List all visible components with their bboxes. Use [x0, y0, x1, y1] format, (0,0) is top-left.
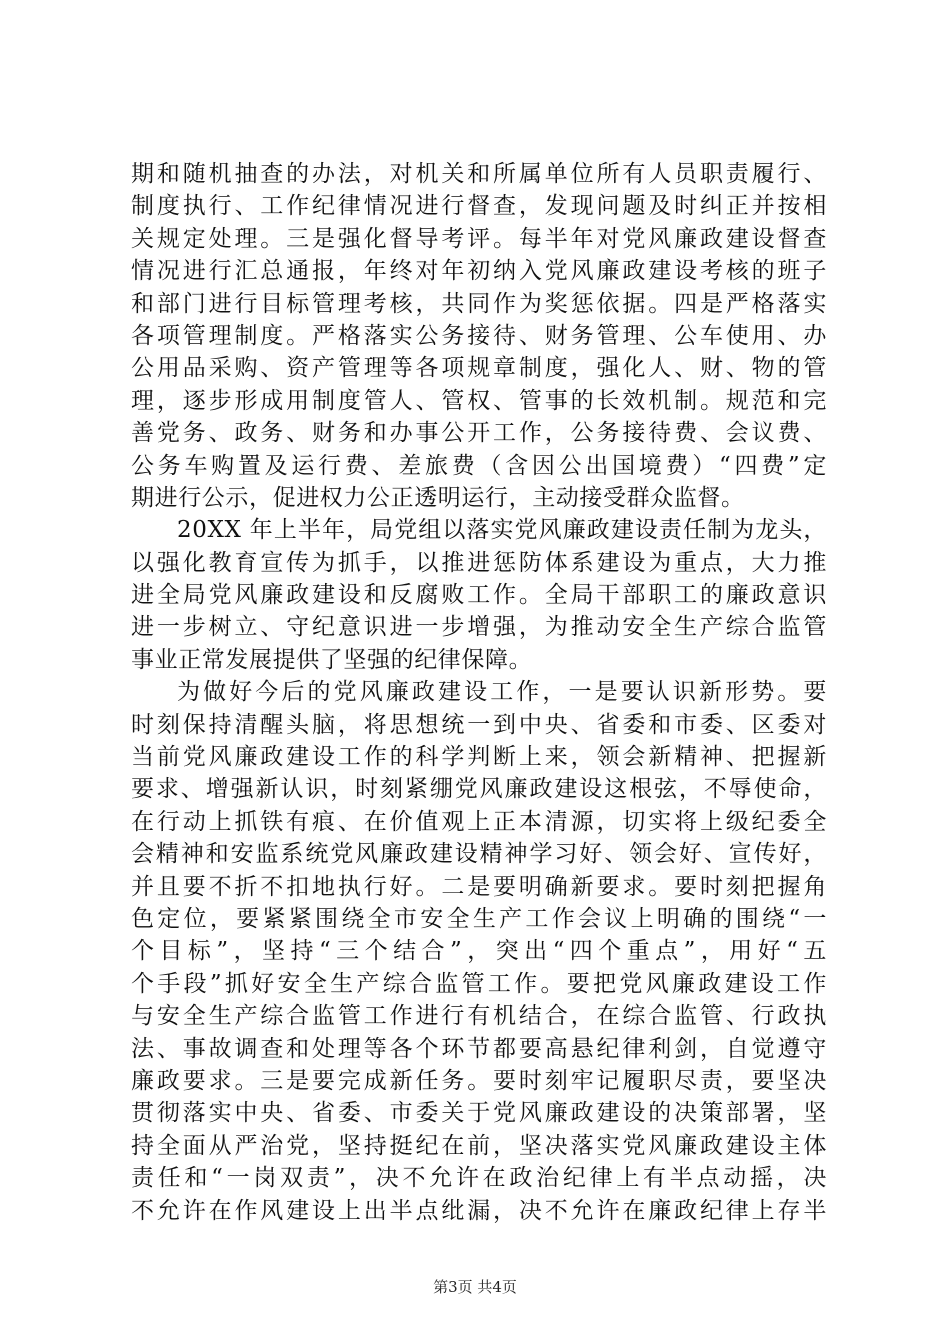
text-line: 责任和“一岗双责”，决不允许在政治纪律上有半点动摇，决	[131, 1165, 827, 1192]
text-line: 持全面从严治党，坚持挺纪在前，坚决落实党风廉政建设主体	[131, 1132, 827, 1159]
text-line: 廉政要求。三是要完成新任务。要时刻牢记履职尽责，要坚决	[131, 1067, 827, 1094]
text-line: 进一步树立、守纪意识进一步增强，为推动安全生产综合监管	[131, 614, 827, 641]
text-line: 并且要不折不扣地执行好。二是要明确新要求。要时刻把握角	[131, 873, 827, 900]
text-line: 公用品采购、资产管理等各项规章制度，强化人、财、物的管	[131, 355, 827, 382]
text-line: 期进行公示，促进权力公正透明运行，主动接受群众监督。	[131, 484, 745, 511]
text-line: 色定位，要紧紧围绕全市安全生产工作会议上明确的围绕“一	[131, 905, 827, 932]
text-line: 关规定处理。三是强化督导考评。每半年对党风廉政建设督查	[131, 225, 827, 252]
text-line: 理，逐步形成用制度管人、管权、管事的长效机制。规范和完	[131, 387, 827, 414]
text-line: 制度执行、工作纪律情况进行督查，发现问题及时纠正并按相	[131, 193, 827, 220]
text-line: 与安全生产综合监管工作进行有机结合，在综合监管、行政执	[131, 1003, 827, 1030]
text-line: 个手段”抓好安全生产综合监管工作。要把党风廉政建设工作	[131, 970, 827, 997]
paragraph-start-line: 20XX 年上半年，局党组以落实党风廉政建设责任制为龙头，	[177, 517, 827, 544]
text-line: 事业正常发展提供了坚强的纪律保障。	[131, 646, 533, 673]
text-line: 期和随机抽查的办法，对机关和所属单位所有人员职责履行、	[131, 161, 827, 187]
text-line: 会精神和安监系统党风廉政建设精神学习好、领会好、宣传好，	[131, 841, 827, 868]
text-line: 法、事故调查和处理等各个环节都要高悬纪律利剑，自觉遵守	[131, 1035, 827, 1062]
text-line: 进全局党风廉政建设和反腐败工作。全局干部职工的廉政意识	[131, 582, 827, 609]
text-line: 和部门进行目标管理考核，共同作为奖惩依据。四是严格落实	[131, 290, 827, 317]
body-text	[131, 158, 827, 1227]
text-line: 当前党风廉政建设工作的科学判断上来，领会新精神、把握新	[131, 744, 827, 771]
page-footer: 第3页 共4页	[433, 1278, 517, 1296]
paragraph-start-line: 为做好今后的党风廉政建设工作，一是要认识新形势。要	[177, 679, 827, 706]
text-line: 善党务、政务、财务和办事公开工作，公务接待费、会议费、	[131, 420, 827, 447]
text-line: 公务车购置及运行费、差旅费（含因公出国境费）“四费”定	[131, 452, 827, 479]
text-line: 要求、增强新认识，时刻紧绷党风廉政建设这根弦，不辱使命，	[131, 776, 827, 803]
text-line: 以强化教育宣传为抓手，以推进惩防体系建设为重点，大力推	[131, 549, 827, 576]
text-line: 不允许在作风建设上出半点纰漏，决不允许在廉政纪律上存半	[131, 1197, 827, 1224]
text-line: 在行动上抓铁有痕、在价值观上正本清源，切实将上级纪委全	[131, 808, 827, 835]
text-line: 贯彻落实中央、省委、市委关于党风廉政建设的决策部署，坚	[131, 1100, 827, 1127]
text-line: 个目标”，坚持“三个结合”，突出“四个重点”，用好“五	[131, 938, 827, 965]
text-line: 各项管理制度。严格落实公务接待、财务管理、公车使用、办	[131, 322, 827, 349]
text-line: 情况进行汇总通报，年终对年初纳入党风廉政建设考核的班子	[131, 258, 827, 285]
text-line: 时刻保持清醒头脑，将思想统一到中央、省委和市委、区委对	[131, 711, 827, 738]
